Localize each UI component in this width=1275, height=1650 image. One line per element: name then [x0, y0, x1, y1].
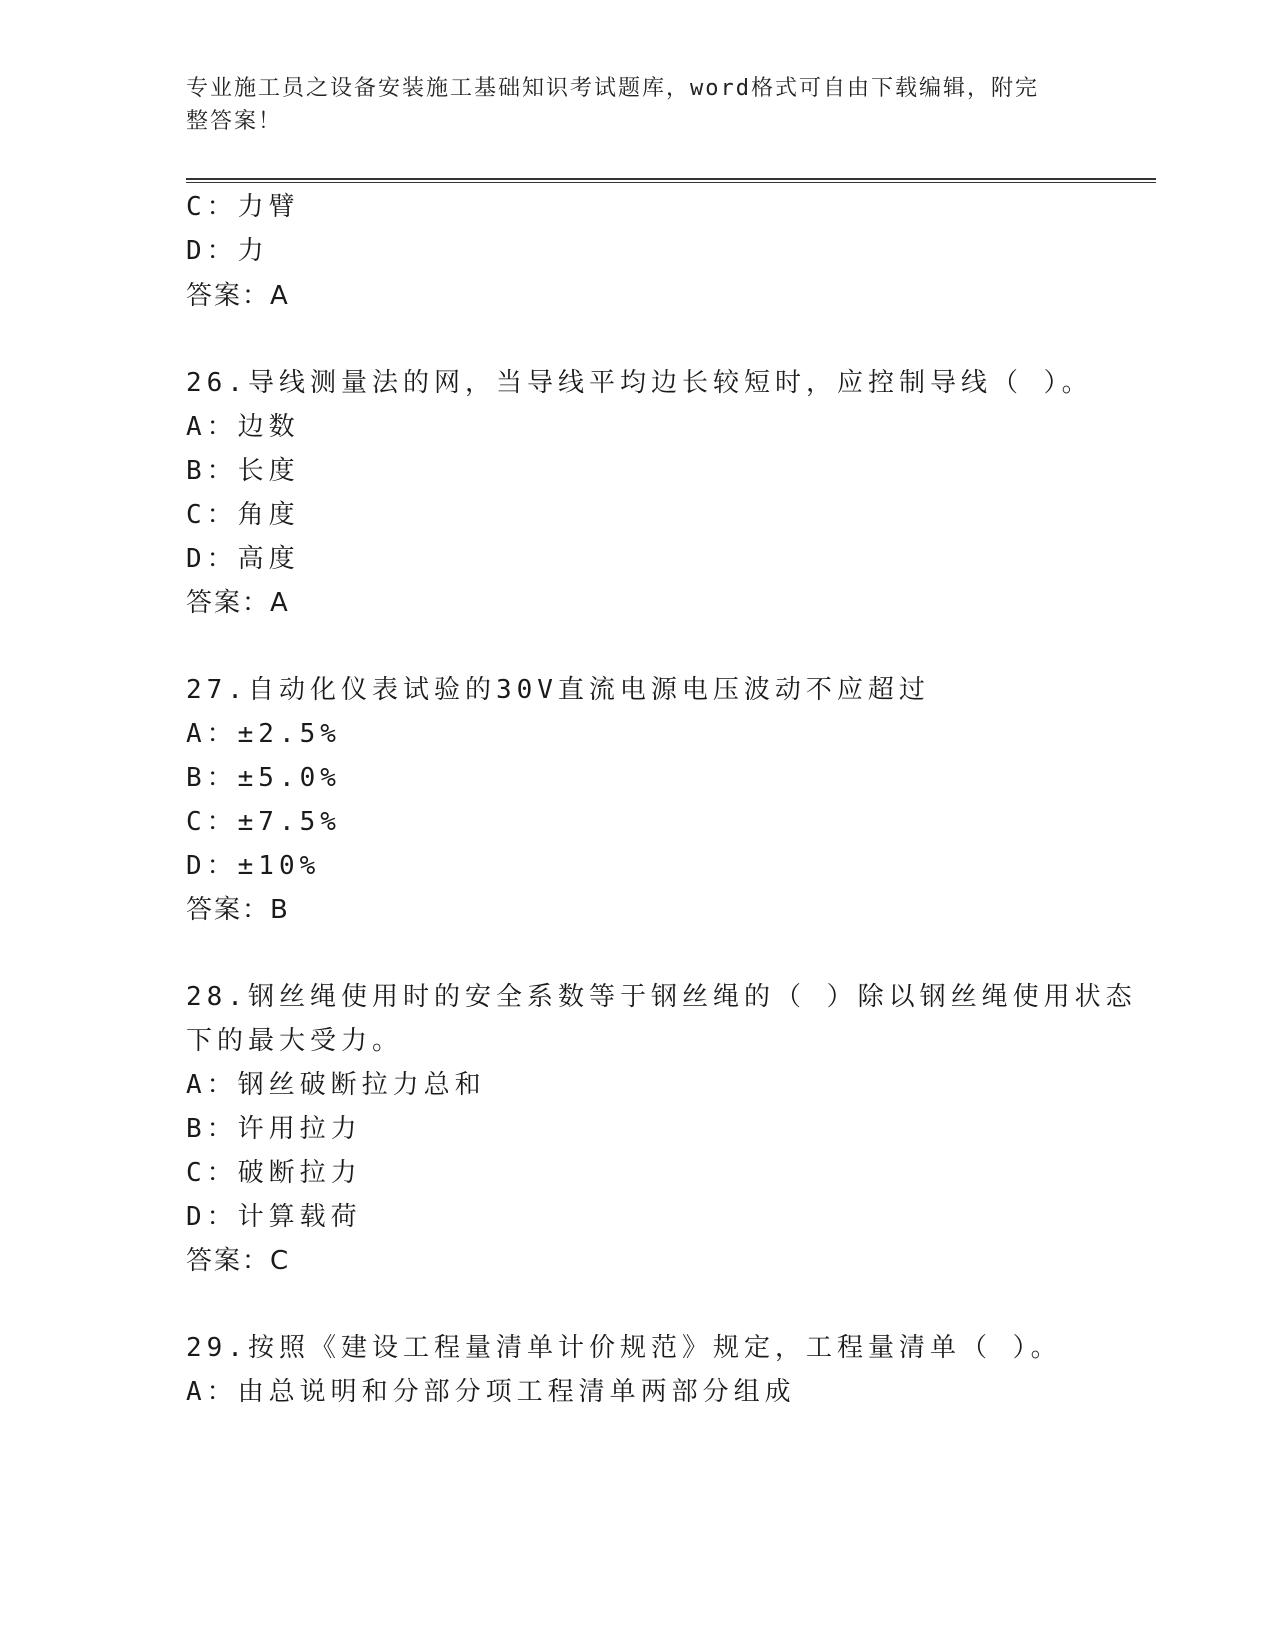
- q27-option-d: D：±10%: [186, 851, 321, 881]
- header-line-2: 整答案！: [186, 109, 283, 134]
- q27-answer: 答案：B: [186, 895, 290, 925]
- q29-stem: 29.按照《建设工程量清单计价规范》规定，工程量清单（ ）。: [186, 1333, 1062, 1363]
- q28-stem-line-1: 28.钢丝绳使用时的安全系数等于钢丝绳的（ ）除以钢丝绳使用状态: [186, 982, 1137, 1012]
- q26-stem: 26.导线测量法的网，当导线平均边长较短时，应控制导线（ ）。: [186, 368, 1093, 398]
- q27-stem: 27.自动化仪表试验的30V直流电源电压波动不应超过: [186, 675, 930, 705]
- q26-option-b: B：长度: [186, 456, 300, 486]
- q25-option-d: D：力: [186, 236, 269, 266]
- q27-option-b: B：±5.0%: [186, 763, 341, 793]
- q28-option-d: D：计算载荷: [186, 1202, 362, 1232]
- q25-answer: 答案：A: [186, 281, 290, 311]
- q28-stem-line-2: 下的最大受力。: [186, 1026, 404, 1056]
- document-header: [186, 72, 1086, 138]
- header-divider-bottom: [186, 182, 1156, 183]
- q26-option-a: A：边数: [186, 412, 300, 442]
- q27-option-c: C：±7.5%: [186, 807, 341, 837]
- q26-answer: 答案：A: [186, 588, 290, 618]
- q28-option-c: C：破断拉力: [186, 1158, 362, 1188]
- q28-option-a: A：钢丝破断拉力总和: [186, 1070, 486, 1100]
- q26-option-d: D：高度: [186, 544, 300, 574]
- q26-option-c: C：角度: [186, 500, 300, 530]
- q29-option-a: A：由总说明和分部分项工程清单两部分组成: [186, 1377, 796, 1407]
- q27-option-a: A：±2.5%: [186, 719, 341, 749]
- q25-option-c: C：力臂: [186, 192, 300, 222]
- q28-option-b: B：许用拉力: [186, 1114, 362, 1144]
- header-divider-top: [186, 178, 1156, 180]
- header-line-1: 专业施工员之设备安装施工基础知识考试题库，word格式可自由下载编辑，附完: [186, 76, 1039, 101]
- q28-answer: 答案：C: [186, 1246, 291, 1276]
